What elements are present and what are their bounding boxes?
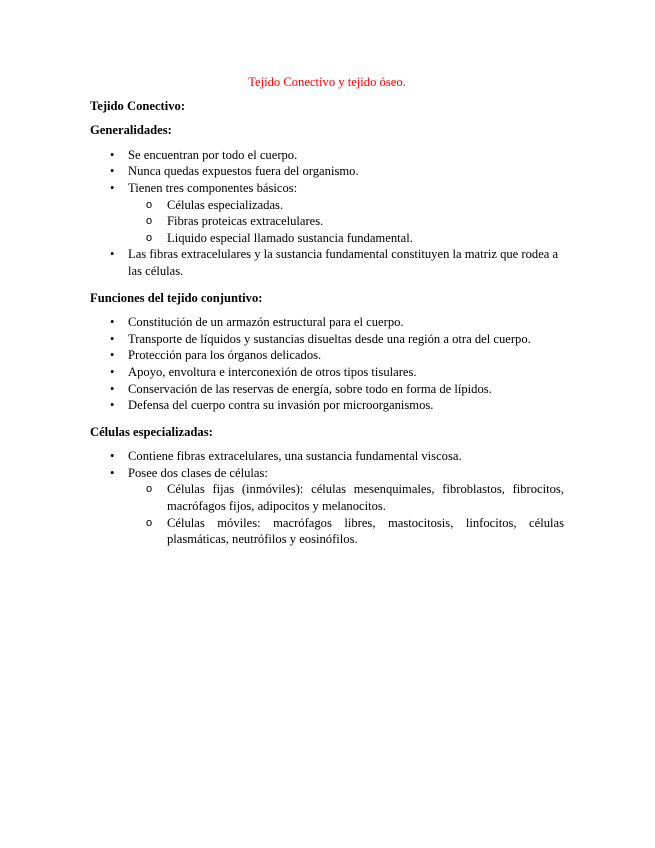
section-heading-funciones: Funciones del tejido conjuntivo: [90, 290, 263, 305]
list-item-text: Posee dos clases de células: [128, 465, 268, 480]
section-heading-tejido-conectivo: Tejido Conectivo: [90, 98, 186, 113]
list-item [90, 381, 564, 398]
bullet-icon: • [110, 147, 115, 162]
sublist-item [128, 481, 564, 514]
list-item [90, 314, 564, 331]
bullet-icon: • [110, 449, 115, 464]
list-item-text: Apoyo, envoltura e interconexión de otros tipos tisulares. [128, 364, 417, 379]
list-item-text: Las fibras extracelulares y la sustancia fundamental constituyen la matriz que rodea a las células. [128, 247, 559, 278]
list-item [90, 448, 564, 465]
list-item-text: Contiene fibras extracelulares, una sustancia fundamental viscosa. [128, 449, 462, 464]
list-item [90, 397, 564, 414]
bullet-icon: • [110, 465, 115, 480]
sublist-item [128, 230, 564, 247]
list-item-text: Constitución de un armazón estructural para el cuerpo. [128, 315, 404, 330]
sublist-item-text: Fibras proteicas extracelulares. [167, 214, 324, 229]
list-item [90, 364, 564, 381]
clases-celulas-sublist [128, 481, 564, 547]
circle-bullet-icon: o [146, 198, 153, 211]
bullet-icon: • [110, 247, 115, 262]
list-item [90, 347, 564, 364]
bullet-icon: • [110, 398, 115, 413]
circle-bullet-icon: o [146, 483, 153, 496]
list-item [90, 147, 564, 164]
list-item [90, 163, 564, 180]
section-subheading-generalidades: Generalidades: [90, 123, 172, 138]
list-item-text: Nunca quedas expuestos fuera del organismo. [128, 164, 359, 179]
sublist-item-text: Células móviles: macrófagos libres, mastocitosis, linfocitos, células plasmáticas, neutrófilos y eosinófilos. [167, 515, 564, 547]
document-page [90, 74, 564, 558]
sublist-item-text: Células especializadas. [167, 197, 284, 212]
sublist-item-text: Liquido especial llamado sustancia fundamental. [167, 230, 413, 245]
funciones-list [90, 314, 564, 414]
bullet-icon: • [110, 381, 115, 396]
list-item-text: Protección para los órganos delicados. [128, 348, 322, 363]
generalidades-list [90, 147, 564, 280]
list-item-text: Se encuentran por todo el cuerpo. [128, 147, 298, 162]
celulas-list [90, 448, 564, 548]
bullet-icon: • [110, 180, 115, 195]
list-item-text: Defensa del cuerpo contra su invasión por microorganismos. [128, 398, 434, 413]
componentes-sublist [128, 197, 564, 247]
bullet-icon: • [110, 164, 115, 179]
circle-bullet-icon: o [146, 231, 153, 244]
bullet-icon: • [110, 315, 115, 330]
sublist-item-text: Células fijas (inmóviles): células mesenquimales, fibroblastos, fibrocitos, macrófagos fijos, adipocitos y melanocitos. [167, 482, 564, 514]
circle-bullet-icon: o [146, 516, 153, 529]
list-item [90, 180, 564, 246]
bullet-icon: • [110, 331, 115, 346]
sublist-item [128, 213, 564, 230]
list-item-text: Conservación de las reservas de energía, sobre todo en forma de lípidos. [128, 381, 492, 396]
sublist-item [128, 515, 564, 548]
section-heading-celulas: Células especializadas: [90, 424, 213, 439]
list-item-text: Tienen tres componentes básicos: [128, 180, 298, 195]
list-item-text: Transporte de líquidos y sustancias disueltas desde una región a otra del cuerpo. [128, 331, 531, 346]
bullet-icon: • [110, 348, 115, 363]
bullet-icon: • [110, 364, 115, 379]
list-item [90, 465, 564, 548]
document-title: Tejido Conectivo y tejido óseo. [248, 75, 406, 89]
list-item [90, 331, 564, 348]
list-item [90, 246, 564, 279]
circle-bullet-icon: o [146, 215, 153, 228]
sublist-item [128, 197, 564, 214]
